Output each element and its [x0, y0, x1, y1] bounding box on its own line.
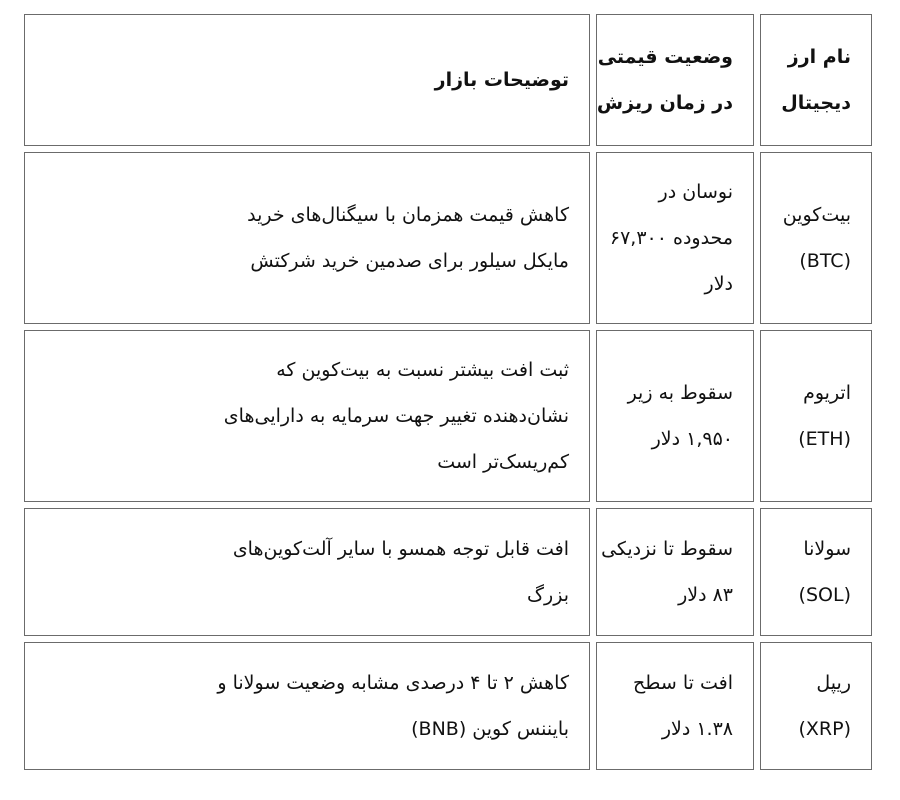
currency-symbol: (SOL) — [798, 584, 851, 606]
header-price-line1: وضعیت قیمتی — [597, 46, 733, 68]
market-notes-line: کم‌ریسک‌تر است — [437, 451, 569, 473]
header-name-line2: دیجیتال — [781, 92, 851, 114]
price-status-line: نوسان در — [658, 181, 733, 203]
market-notes-line: کاهش ۲ تا ۴ درصدی مشابه وضعیت سولانا و — [217, 672, 569, 694]
currency-name: سولانا — [803, 538, 851, 560]
price-status-cell — [596, 330, 754, 502]
table-row — [24, 330, 872, 502]
market-notes-line: ثبت افت بیشتر نسبت به بیت‌کوین که — [276, 359, 569, 381]
header-currency-name — [760, 14, 872, 146]
currency-name-cell — [760, 508, 872, 636]
currency-name: ریپل — [816, 672, 851, 694]
market-notes-cell — [24, 330, 590, 502]
market-notes-line: افت قابل توجه همسو با سایر آلت‌کوین‌های — [232, 538, 569, 560]
price-status-line: سقوط تا نزدیکی — [601, 538, 733, 560]
header-desc-text: توضیحات بازار — [434, 69, 569, 91]
market-notes-line: بایننس کوین (BNB) — [411, 718, 569, 740]
currency-symbol: (XRP) — [798, 718, 851, 740]
price-status-line: محدوده ۶۷,۳۰۰ — [609, 227, 733, 249]
market-notes-line: نشان‌دهنده تغییر جهت سرمایه به دارایی‌های — [223, 405, 569, 427]
table-row — [24, 642, 872, 770]
price-status-cell — [596, 642, 754, 770]
price-status-line: ۱,۹۵۰ دلار — [651, 428, 733, 450]
table-row — [24, 508, 872, 636]
price-status-line: دلار — [704, 273, 733, 295]
currency-name: بیت‌کوین — [782, 204, 851, 226]
market-notes-line: بزرگ — [527, 584, 569, 606]
currency-symbol: (ETH) — [798, 428, 851, 450]
header-name-line1: نام ارز — [787, 46, 851, 68]
currency-name-cell — [760, 642, 872, 770]
price-status-cell — [596, 508, 754, 636]
currency-name-cell — [760, 330, 872, 502]
crypto-market-table — [18, 8, 878, 776]
market-notes-cell — [24, 152, 590, 324]
currency-name: اتریوم — [803, 382, 851, 404]
market-notes-cell — [24, 508, 590, 636]
table-row — [24, 152, 872, 324]
header-price-status — [596, 14, 754, 146]
table-header-row — [24, 14, 872, 146]
currency-name-cell — [760, 152, 872, 324]
price-status-line: ۸۳ دلار — [678, 584, 733, 606]
price-status-line: ۱.۳۸ دلار — [661, 718, 733, 740]
price-status-cell — [596, 152, 754, 324]
currency-symbol: (BTC) — [799, 250, 851, 272]
market-notes-cell — [24, 642, 590, 770]
header-market-notes — [24, 14, 590, 146]
price-status-line: افت تا سطح — [633, 672, 733, 694]
market-notes-line: مایکل سیلور برای صدمین خرید شرکتش — [250, 250, 569, 272]
market-notes-line: کاهش قیمت همزمان با سیگنال‌های خرید — [247, 204, 569, 226]
price-status-line: سقوط به زیر — [627, 382, 733, 404]
header-price-line2: در زمان ریزش — [596, 92, 733, 114]
